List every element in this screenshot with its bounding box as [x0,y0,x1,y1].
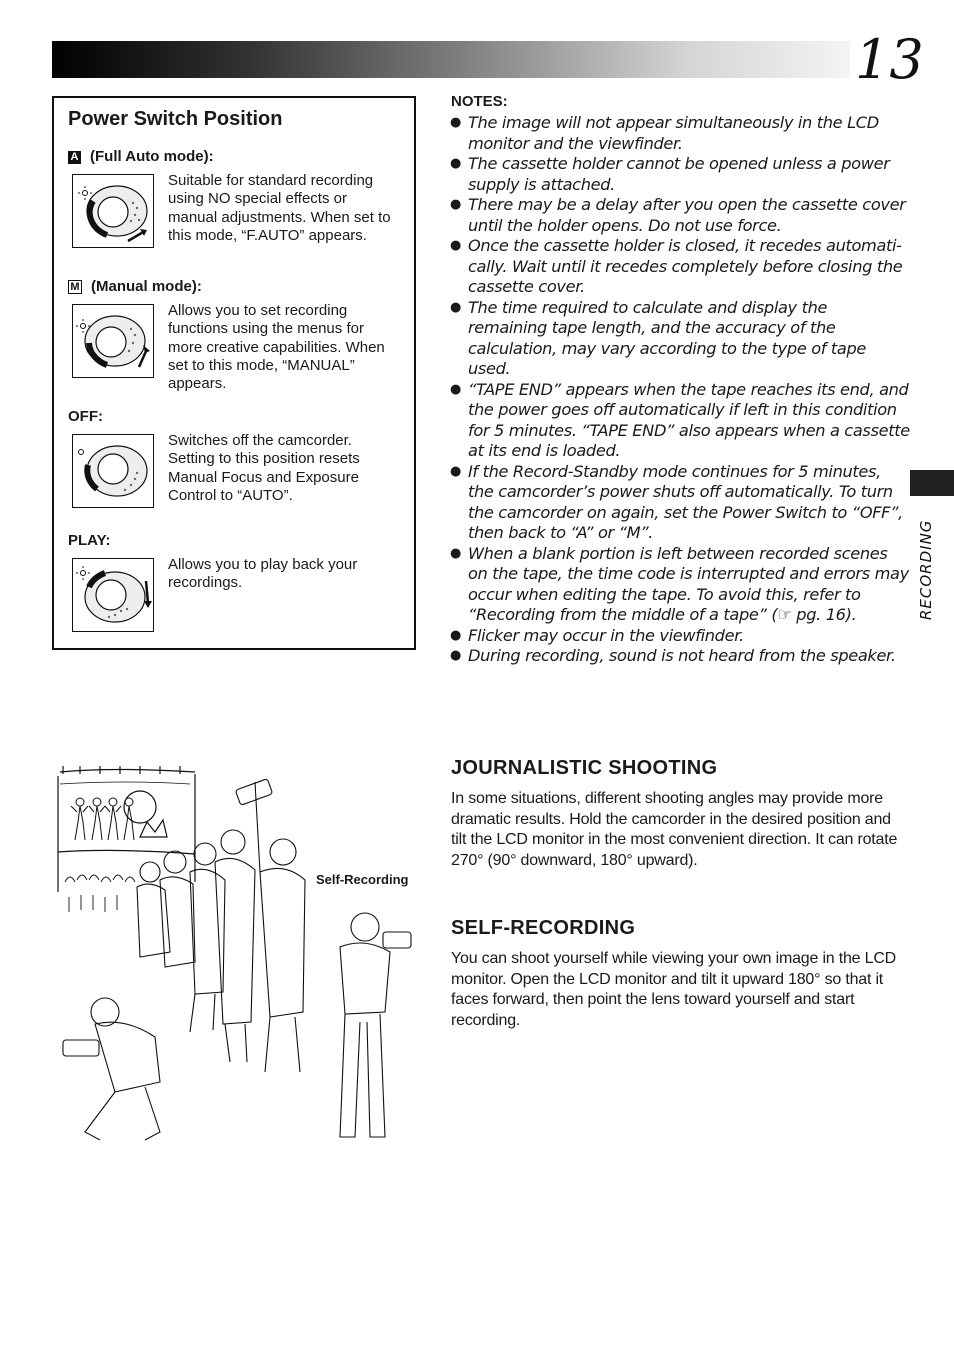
note-item: ● Flicker may occur in the viewfinder. [450,625,744,645]
section-tab-marker [910,470,954,496]
note-item: ● The time required to calculate and display the remaining tape length, and the accuracy of the calculation, may vary according to the type of tape used. [450,297,867,378]
dial-manual-icon [72,304,154,378]
header-gradient-bar [52,41,850,78]
dial-auto-icon [72,174,154,248]
dial-off-icon [72,434,154,508]
notes-list [450,113,910,667]
power-switch-panel [52,96,416,650]
shooting-illustration [55,762,420,1152]
auto-badge-icon: A [68,151,81,164]
page-number: 13 [855,28,924,91]
note-item: ● The cassette holder cannot be opened unless a power supply is attached. [450,154,890,194]
mode-description-off: Switches off the camcorder. Setting to this position resets Manual Focus and Exposure Control to “AUTO”. [168,432,360,504]
mode-label-off: OFF: [68,408,103,425]
dial-play-icon [72,558,154,632]
mode-description-manual: Allows you to set recording functions using the menus for more creative capabilities. When set to this mode, “MANUAL” appears. [168,302,385,393]
journalistic-shooting-heading: JOURNALISTIC SHOOTING [451,757,718,779]
mode-label-full-auto: A (Full Auto mode): [68,148,214,165]
mode-description-play: Allows you to play back your recordings. [168,556,358,592]
note-item: ● Once the cassette holder is closed, it recedes automati-cally. Wait until it recedes completely before closing the cassette cover. [450,236,903,296]
mode-description-full-auto: Suitable for standard recording using NO special effects or manual adjustments. When set to this mode, “F.AUTO” appears. [168,172,391,244]
section-tab-label: RECORDING [917,519,935,620]
note-item: ● The image will not appear simultaneously in the LCD monitor and the viewfinder. [450,113,879,153]
mode-label-play: PLAY: [68,532,111,549]
manual-badge-icon: M [68,280,82,294]
self-recording-body: You can shoot yourself while viewing your own image in the LCD monitor. Open the LCD monitor and tilt it upward 180° so that it faces forward, then point the lens toward yourself and start recording. [451,950,897,1029]
note-item: ● During recording, sound is not heard from the speaker. [450,646,896,665]
note-item: ● If the Record-Standby mode continues for 5 minutes, the camcorder’s power shuts off automatically. To turn the camcorder on again, set the Power Switch to “OFF”, then back to “A” or “M”. [450,461,903,542]
note-item: ● When a blank portion is left between recorded scenes on the tape, the time code is interrupted and errors may occur when editing the tape. To avoid this, refer to “Recording from the middle of a tape” (☞ pg. 16). [450,543,909,624]
mode-label-manual: M (Manual mode): [68,278,202,295]
note-item: ● There may be a delay after you open the cassette cover until the holder opens. Do not use force. [450,195,906,235]
note-item: ● “TAPE END” appears when the tape reaches its end, and the power goes off automatically if left in this condition for 5 minutes. “TAPE END” also appears when a cassette at its end is loaded. [450,379,910,460]
notes-title: NOTES: [451,93,508,110]
journalistic-shooting-body: In some situations, different shooting angles may provide more dramatic results. Hold the camcorder in the desired position and tilt the LCD monitor in the most convenient direction. It can rotate 270° (90° downward, 180° upward). [451,790,898,869]
self-recording-heading: SELF-RECORDING [451,917,636,939]
self-recording-caption: Self-Recording [316,872,409,887]
power-switch-title: Power Switch Position [68,108,283,130]
